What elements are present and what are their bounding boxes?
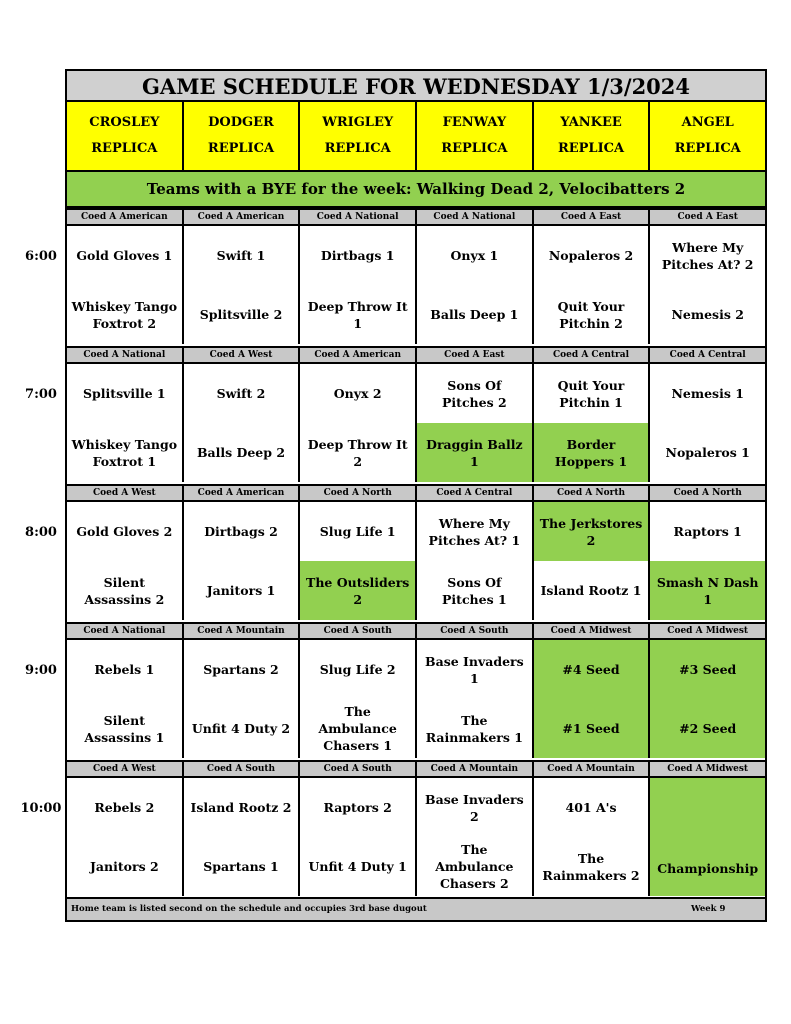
away-team: Slug Life 2	[319, 662, 396, 677]
time-label: 7:00	[25, 387, 57, 402]
division-label: Coed A American	[184, 210, 301, 224]
game-cell	[184, 364, 301, 482]
division-label: Coed A American	[184, 486, 301, 500]
schedule-sheet	[65, 69, 767, 922]
division-label: Coed A Midwest	[534, 624, 651, 638]
game-cell	[417, 364, 534, 482]
away-team: Onyx 1	[450, 248, 499, 263]
game-slot-row	[67, 640, 765, 758]
field-header-angel	[650, 102, 765, 170]
division-label: Coed A Central	[534, 348, 651, 362]
field-header-wrigley	[300, 102, 417, 170]
division-row	[67, 346, 765, 364]
game-cell	[650, 640, 765, 758]
away-team: Where My Pitches At? 1	[428, 515, 521, 548]
championship-cell: Championship	[650, 778, 765, 896]
home-team: Sons Of Pitches 1	[442, 574, 507, 607]
field-name: FENWAY	[442, 115, 507, 130]
game-cell	[67, 364, 184, 482]
home-team: The Rainmakers 2	[542, 850, 640, 883]
division-label: Coed A East	[417, 348, 534, 362]
division-row	[67, 484, 765, 502]
game-cell	[534, 364, 651, 482]
away-team: The Jerkstores 2	[534, 502, 649, 561]
game-cell	[650, 502, 765, 620]
away-team: Base Invaders 1	[425, 653, 524, 686]
away-team: #4 Seed	[534, 640, 649, 699]
game-cell	[67, 640, 184, 758]
home-team: Quit Your Pitchin 2	[557, 298, 625, 331]
game-cell	[300, 502, 417, 620]
game-cell	[534, 778, 651, 896]
home-team: Splitsville 2	[199, 307, 283, 322]
game-cell	[417, 640, 534, 758]
away-team: 401 A's	[565, 800, 617, 815]
away-team: Rebels 2	[94, 800, 155, 815]
time-label: 6:00	[25, 249, 57, 264]
game-cell	[184, 226, 301, 344]
division-label: Coed A South	[300, 762, 417, 776]
field-subtitle: REPLICA	[207, 141, 275, 156]
game-cell	[650, 364, 765, 482]
game-cell	[184, 778, 301, 896]
game-cell	[534, 640, 651, 758]
division-label: Coed A Mountain	[417, 762, 534, 776]
away-team: Quit Your Pitchin 1	[557, 377, 625, 410]
away-team: Raptors 2	[323, 800, 392, 815]
division-label: Coed A American	[67, 210, 184, 224]
home-team: Silent Assassins 1	[84, 712, 165, 745]
away-team: Onyx 2	[333, 386, 382, 401]
game-cell	[417, 778, 534, 896]
division-label: Coed A North	[534, 486, 651, 500]
page-title: GAME SCHEDULE FOR WEDNESDAY 1/3/2024	[67, 71, 765, 102]
game-cell	[67, 502, 184, 620]
home-team: Janitors 2	[90, 859, 159, 874]
division-label: Coed A Mountain	[184, 624, 301, 638]
home-team: Deep Throw It 1	[307, 298, 408, 331]
division-label: Coed A Mountain	[534, 762, 651, 776]
field-name: CROSLEY	[89, 115, 160, 130]
division-label: Coed A Central	[417, 486, 534, 500]
away-team: Gold Gloves 2	[76, 524, 173, 539]
away-team: Island Rootz 2	[190, 800, 292, 815]
home-team: Janitors 1	[206, 583, 276, 598]
field-header-dodger	[184, 102, 301, 170]
home-team: #1 Seed	[534, 699, 649, 758]
away-team: Where My Pitches At? 2	[661, 239, 754, 272]
game-cell	[67, 226, 184, 344]
field-subtitle: REPLICA	[674, 141, 741, 156]
week-label: Week 9	[691, 904, 726, 914]
home-team: Border Hoppers 1	[534, 423, 649, 482]
home-team: The Ambulance Chasers 2	[435, 842, 514, 891]
away-team: Rebels 1	[94, 662, 155, 677]
away-team: Gold Gloves 1	[76, 248, 173, 263]
away-team: Sons Of Pitches 2	[442, 377, 507, 410]
division-row	[67, 208, 765, 226]
division-label: Coed A East	[534, 210, 651, 224]
field-name: DODGER	[208, 115, 274, 130]
away-team: Base Invaders 2	[425, 791, 524, 824]
game-cell	[417, 502, 534, 620]
game-cell	[184, 502, 301, 620]
field-name: YANKEE	[560, 115, 622, 130]
home-team: Whiskey Tango Foxtrot 1	[71, 436, 178, 469]
away-team: Spartans 2	[203, 662, 279, 677]
away-team: Swift 2	[216, 386, 266, 401]
home-team: Nopaleros 1	[665, 445, 750, 460]
away-team: Raptors 1	[673, 524, 742, 539]
game-cell	[650, 778, 765, 896]
game-cell	[184, 640, 301, 758]
away-team: Dirtbags 2	[204, 524, 278, 539]
home-team: Silent Assassins 2	[84, 574, 165, 607]
field-subtitle: REPLICA	[441, 141, 508, 156]
division-label: Coed A North	[300, 486, 417, 500]
game-cell	[650, 226, 765, 344]
footer-note: Home team is listed second on the schedule and occupies 3rd base dugout	[71, 904, 427, 914]
home-team: Draggin Ballz 1	[417, 423, 532, 482]
home-team: Balls Deep 2	[196, 445, 286, 460]
away-team: #3 Seed	[650, 640, 765, 699]
field-subtitle: REPLICA	[557, 141, 625, 156]
division-label: Coed A South	[184, 762, 301, 776]
time-label: 8:00	[25, 525, 57, 540]
division-label: Coed A Midwest	[667, 626, 749, 636]
time-label: 9:00	[25, 663, 57, 678]
field-header-fenway	[417, 102, 534, 170]
division-label: Coed A American	[300, 348, 417, 362]
division-label: Coed A National	[67, 348, 184, 362]
away-team: Dirtbags 1	[320, 248, 395, 263]
field-header-yankee	[534, 102, 651, 170]
game-cell	[300, 364, 417, 482]
home-team: Unfit 4 Duty 2	[191, 721, 291, 736]
away-team: Splitsville 1	[83, 386, 166, 401]
home-team: Smash N Dash 1	[650, 561, 765, 620]
home-team: The Outsliders 2	[300, 561, 415, 620]
home-team: Deep Throw It 2	[307, 436, 408, 469]
division-label: Coed A North	[673, 488, 742, 498]
division-label: Coed A Midwest	[667, 764, 749, 774]
field-subtitle: REPLICA	[324, 141, 391, 156]
division-label: Coed A South	[300, 624, 417, 638]
division-row	[67, 622, 765, 640]
game-cell	[534, 502, 651, 620]
game-cell	[300, 226, 417, 344]
home-team: Island Rootz 1	[540, 583, 642, 598]
home-team: Balls Deep 1	[430, 307, 519, 322]
home-team: #2 Seed	[650, 699, 765, 758]
away-team: Swift 1	[216, 248, 266, 263]
division-label: Coed A West	[67, 762, 184, 776]
division-label: Coed A West	[184, 348, 301, 362]
game-cell	[67, 778, 184, 896]
game-slot-row	[67, 502, 765, 620]
footer-bar	[67, 897, 765, 920]
game-slot-row	[67, 226, 765, 344]
game-cell	[300, 778, 417, 896]
away-team: Slug Life 1	[319, 524, 396, 539]
home-team: The Ambulance Chasers 1	[318, 704, 397, 753]
division-label: Coed A East	[677, 212, 738, 222]
home-team: Spartans 1	[203, 859, 279, 874]
division-label: Coed A South	[417, 624, 534, 638]
field-subtitle: REPLICA	[91, 141, 158, 156]
time-label: 10:00	[20, 801, 62, 816]
division-label: Coed A West	[67, 486, 184, 500]
field-header-row	[67, 102, 765, 172]
field-name: WRIGLEY	[322, 115, 394, 130]
home-team: The Rainmakers 1	[425, 712, 523, 745]
division-label: Coed A Central	[669, 350, 746, 360]
field-name: ANGEL	[681, 115, 734, 130]
division-label: Coed A National	[300, 210, 417, 224]
home-team: Unfit 4 Duty 1	[308, 859, 407, 874]
game-cell	[534, 226, 651, 344]
game-cell	[300, 640, 417, 758]
game-slot-row	[67, 778, 765, 896]
away-team: Nemesis 1	[671, 386, 744, 401]
field-header-crosley	[67, 102, 184, 170]
division-label: Coed A National	[417, 210, 534, 224]
away-team: Nopaleros 2	[548, 248, 634, 263]
bye-banner: Teams with a BYE for the week: Walking Dead 2, Velocibatters 2	[67, 172, 765, 208]
division-label: Coed A National	[67, 624, 184, 638]
home-team: Whiskey Tango Foxtrot 2	[71, 298, 178, 331]
division-row	[67, 760, 765, 778]
game-cell	[417, 226, 534, 344]
home-team: Nemesis 2	[671, 307, 744, 322]
game-slot-row	[67, 364, 765, 482]
